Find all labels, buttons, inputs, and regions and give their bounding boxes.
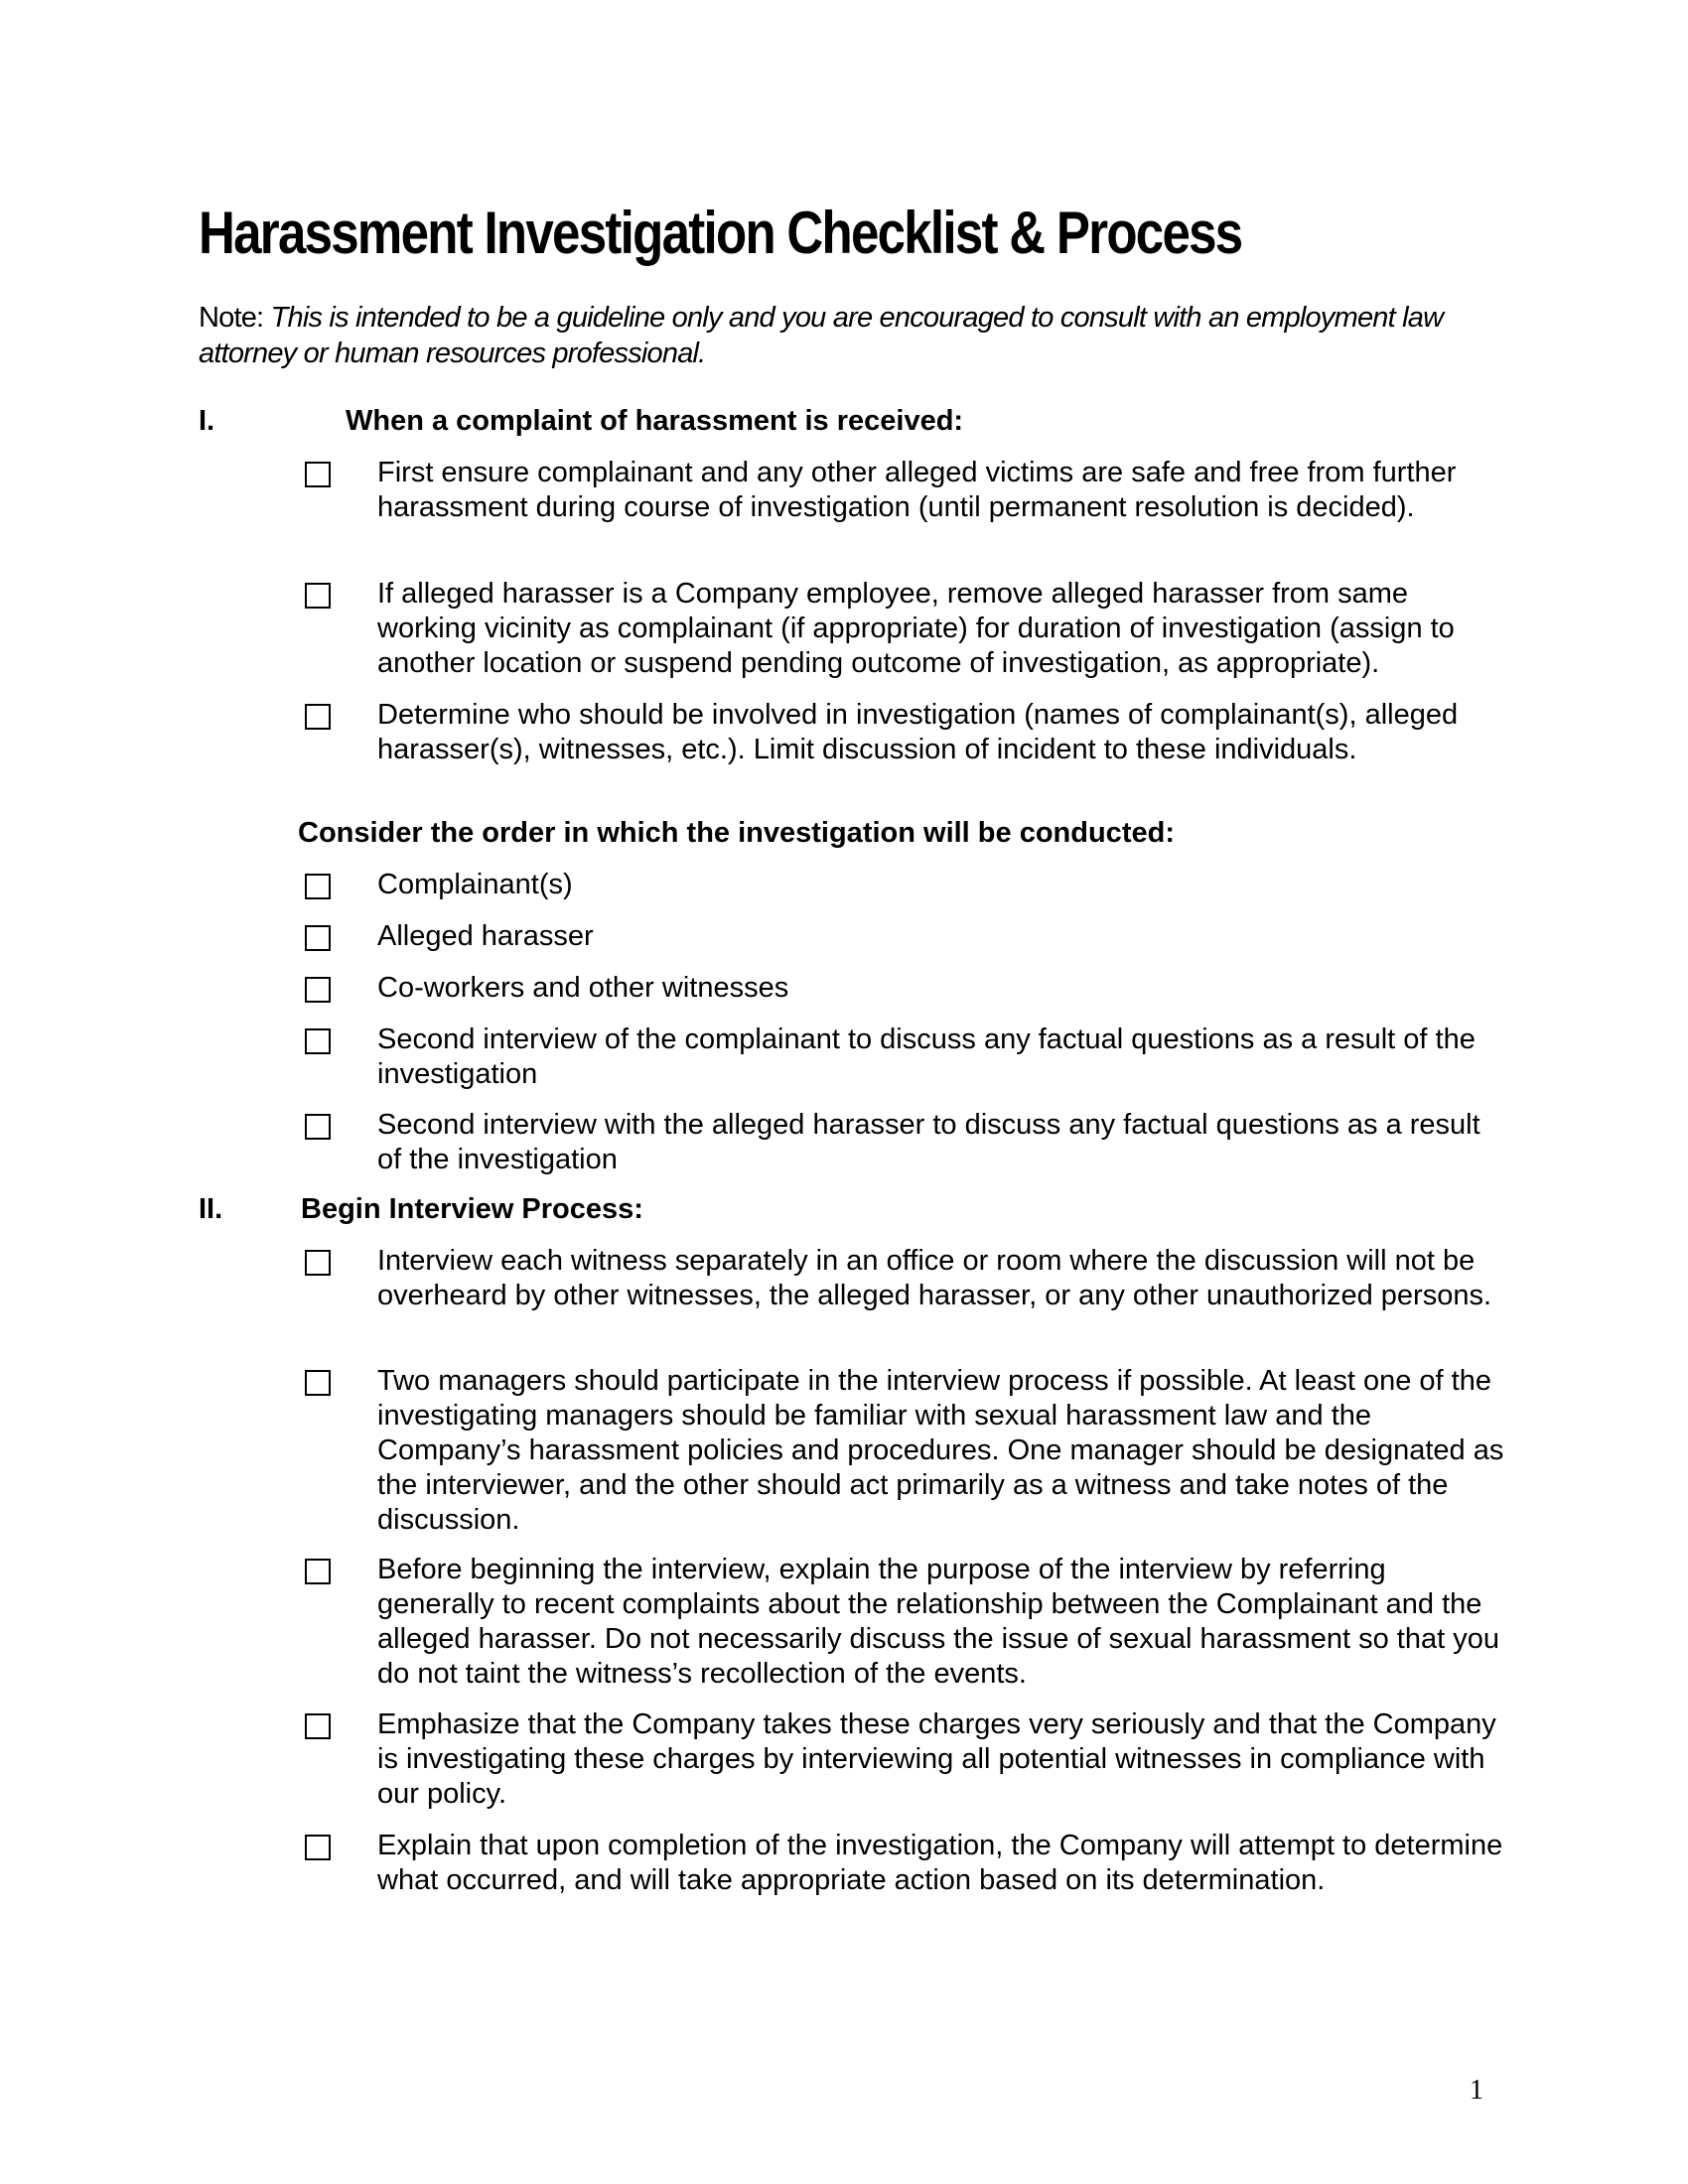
checkbox[interactable] <box>305 583 331 609</box>
note-paragraph <box>199 300 1539 371</box>
checklist-item-text: Two managers should participate in the interview process if possible. At least one of the investigating managers should be familiar with sexual harassment law and the Company’s harassment policies and procedures. One manager should be designated as the interviewer, and the other should act primarily as a witness and take notes of the discussion. <box>377 1365 1504 1536</box>
section-2-heading: Begin Interview Process: <box>301 1193 643 1225</box>
checklist-item-text: Interview each witness separately in an office or room where the discussion will not be overheard by other witnesses, the alleged harasser, or any other unauthorized persons. <box>377 1245 1492 1311</box>
section-1-number: I. <box>199 405 215 437</box>
order-subheading: Consider the order in which the investigation will be conducted: <box>298 817 1175 849</box>
checkbox[interactable] <box>305 1370 331 1396</box>
checklist-item-text: Co-workers and other witnesses <box>377 972 789 1004</box>
checklist-item-text: Explain that upon completion of the investigation, the Company will attempt to determine what occurred, and will take appropriate action based on its determination. <box>377 1830 1503 1896</box>
checkbox[interactable] <box>305 704 331 730</box>
checkbox[interactable] <box>305 1250 331 1276</box>
checklist-item-text: First ensure complainant and any other alleged victims are safe and free from further harassment during course of investigation (until permanent resolution is decided). <box>377 457 1457 523</box>
checkbox[interactable] <box>305 1835 331 1860</box>
checkbox[interactable] <box>305 1114 331 1140</box>
checklist-item-text: If alleged harasser is a Company employee, remove alleged harasser from same working vicinity as complainant (if appropriate) for duration of investigation (assign to another location or suspend pending outcome of investigation, as appropriate). <box>377 578 1455 679</box>
checkbox[interactable] <box>305 977 331 1003</box>
checklist-item-text: Emphasize that the Company takes these charges very seriously and that the Company is investigating these charges by interviewing all potential witnesses in compliance with our policy. <box>377 1708 1496 1810</box>
checklist-item-text: Determine who should be involved in investigation (names of complainant(s), alleged harasser(s), witnesses, etc.). Limit discussion of incident to these individuals. <box>377 699 1459 765</box>
checkbox[interactable] <box>305 462 331 487</box>
note-text: This is intended to be a guideline only and you are encouraged to consult with an employment law attorney or human resources professional. <box>199 302 1444 369</box>
checklist-item-text: Complainant(s) <box>377 869 573 900</box>
note-label: Note: <box>199 302 271 334</box>
section-2-number: II. <box>199 1193 223 1225</box>
checklist-item-text: Second interview of the complainant to discuss any factual questions as a result of the investigation <box>377 1024 1476 1090</box>
section-1-heading: When a complaint of harassment is received: <box>346 405 964 437</box>
checkbox[interactable] <box>305 874 331 899</box>
checkbox[interactable] <box>305 925 331 951</box>
checkbox[interactable] <box>305 1028 331 1054</box>
document-title: Harassment Investigation Checklist & Process <box>199 200 1242 266</box>
checklist-item-text: Before beginning the interview, explain the purpose of the interview by referring generally to recent complaints about the relationship between the Complainant and the alleged harasser. Do not necessarily discuss the issue of sexual harassment so that you do not taint the witness’s recollection of the events. <box>377 1554 1499 1690</box>
page-number: 1 <box>1470 2075 1483 2106</box>
checklist-item-text: Alleged harasser <box>377 920 594 952</box>
checkbox[interactable] <box>305 1713 331 1739</box>
checkbox[interactable] <box>305 1559 331 1584</box>
checklist-item-text: Second interview with the alleged harasser to discuss any factual questions as a result of the investigation <box>377 1109 1480 1175</box>
